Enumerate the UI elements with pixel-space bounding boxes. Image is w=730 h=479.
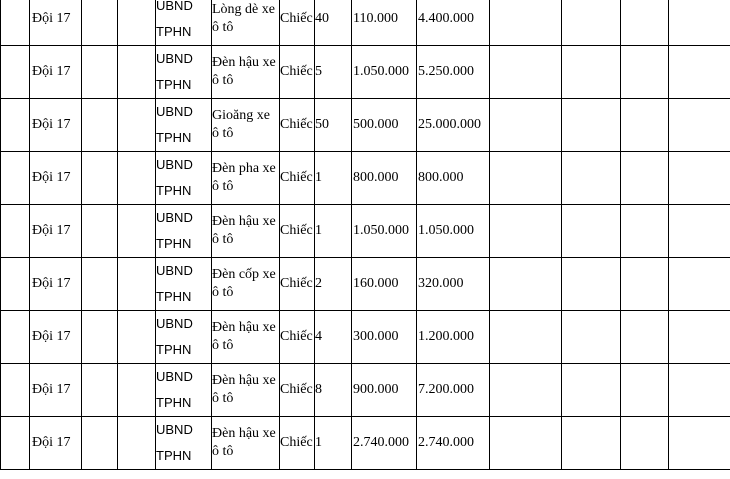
- organization-cell: [156, 0, 212, 46]
- stt-cell: [1, 311, 30, 364]
- blank-cell: [669, 205, 730, 258]
- blank-cell: [490, 99, 562, 152]
- unit-price-cell: 300.000: [352, 311, 417, 364]
- blank-cell: [562, 364, 621, 417]
- total-amount-cell: 5.250.000: [417, 46, 490, 99]
- blank-cell: [490, 417, 562, 470]
- table-row: [1, 417, 730, 470]
- blank-cell: [621, 0, 669, 46]
- table-row: [1, 311, 730, 364]
- stt-cell: [1, 152, 30, 205]
- unit-cell: Chiếc: [280, 311, 315, 364]
- blank-cell: [490, 46, 562, 99]
- blank-cell: [82, 0, 118, 46]
- blank-cell: [562, 46, 621, 99]
- unit-price-cell: 800.000: [352, 152, 417, 205]
- blank-cell: [669, 258, 730, 311]
- blank-cell: [118, 0, 156, 46]
- blank-cell: [118, 46, 156, 99]
- team-cell: Đội 17: [30, 364, 82, 417]
- table-row: [1, 46, 730, 99]
- blank-cell: [669, 417, 730, 470]
- blank-cell: [118, 311, 156, 364]
- stt-cell: [1, 205, 30, 258]
- blank-cell: [82, 417, 118, 470]
- total-amount-cell: 4.400.000: [417, 0, 490, 46]
- blank-cell: [118, 258, 156, 311]
- team-cell: Đội 17: [30, 99, 82, 152]
- organization-line2: TPHN: [156, 342, 192, 357]
- blank-cell: [490, 258, 562, 311]
- team-cell: Đội 17: [30, 311, 82, 364]
- blank-cell: [669, 0, 730, 46]
- blank-cell: [490, 364, 562, 417]
- organization-cell: [156, 364, 212, 417]
- organization-line2: TPHN: [156, 236, 192, 251]
- blank-cell: [118, 205, 156, 258]
- stt-cell: [1, 0, 30, 46]
- organization-line1: UBND: [156, 104, 193, 119]
- blank-cell: [118, 99, 156, 152]
- item-name-cell: Gioăng xe ô tô: [212, 99, 280, 152]
- table-row: [1, 0, 730, 46]
- organization-line1: UBND: [156, 316, 193, 331]
- organization-line2: TPHN: [156, 448, 192, 463]
- quantity-cell: 1: [315, 152, 352, 205]
- unit-cell: Chiếc: [280, 258, 315, 311]
- item-name-cell: Lòng dè xe ô tô: [212, 0, 280, 46]
- stt-cell: [1, 364, 30, 417]
- blank-cell: [669, 311, 730, 364]
- quantity-cell: 5: [315, 46, 352, 99]
- stt-cell: [1, 99, 30, 152]
- organization-line1: UBND: [156, 263, 193, 278]
- blank-cell: [490, 205, 562, 258]
- quantity-cell: 1: [315, 417, 352, 470]
- organization-line1: UBND: [156, 0, 193, 13]
- unit-cell: Chiếc: [280, 46, 315, 99]
- stt-cell: [1, 46, 30, 99]
- organization-line2: TPHN: [156, 130, 192, 145]
- blank-cell: [490, 311, 562, 364]
- blank-cell: [669, 152, 730, 205]
- organization-cell: [156, 417, 212, 470]
- blank-cell: [490, 152, 562, 205]
- organization-cell: [156, 311, 212, 364]
- total-amount-cell: 1.200.000: [417, 311, 490, 364]
- organization-line2: TPHN: [156, 183, 192, 198]
- organization-cell: [156, 152, 212, 205]
- total-amount-cell: 320.000: [417, 258, 490, 311]
- unit-cell: Chiếc: [280, 152, 315, 205]
- table-row: [1, 364, 730, 417]
- unit-price-cell: 110.000: [352, 0, 417, 46]
- table-row: [1, 205, 730, 258]
- blank-cell: [82, 258, 118, 311]
- quantity-cell: 2: [315, 258, 352, 311]
- blank-cell: [118, 152, 156, 205]
- unit-price-cell: 500.000: [352, 99, 417, 152]
- blank-cell: [562, 311, 621, 364]
- quantity-cell: 50: [315, 99, 352, 152]
- blank-cell: [562, 99, 621, 152]
- blank-cell: [118, 364, 156, 417]
- unit-cell: Chiếc: [280, 0, 315, 46]
- total-amount-cell: 2.740.000: [417, 417, 490, 470]
- table-row: [1, 152, 730, 205]
- organization-line1: UBND: [156, 51, 193, 66]
- blank-cell: [562, 258, 621, 311]
- quantity-cell: 1: [315, 205, 352, 258]
- unit-price-cell: 1.050.000: [352, 46, 417, 99]
- quantity-cell: 4: [315, 311, 352, 364]
- item-name-cell: Đèn cốp xe ô tô: [212, 258, 280, 311]
- organization-line2: TPHN: [156, 24, 192, 39]
- blank-cell: [669, 46, 730, 99]
- unit-cell: Chiếc: [280, 99, 315, 152]
- blank-cell: [621, 364, 669, 417]
- organization-line2: TPHN: [156, 289, 192, 304]
- organization-line2: TPHN: [156, 395, 192, 410]
- item-name-cell: Đèn hậu xe ô tô: [212, 46, 280, 99]
- total-amount-cell: 25.000.000: [417, 99, 490, 152]
- blank-cell: [82, 205, 118, 258]
- organization-line1: UBND: [156, 157, 193, 172]
- organization-line2: TPHN: [156, 77, 192, 92]
- item-name-cell: Đèn hậu xe ô tô: [212, 417, 280, 470]
- team-cell: Đội 17: [30, 0, 82, 46]
- item-name-cell: Đèn hậu xe ô tô: [212, 311, 280, 364]
- table-row: [1, 99, 730, 152]
- unit-price-cell: 160.000: [352, 258, 417, 311]
- table-body: [1, 0, 730, 470]
- blank-cell: [82, 364, 118, 417]
- organization-line1: UBND: [156, 369, 193, 384]
- blank-cell: [621, 46, 669, 99]
- total-amount-cell: 7.200.000: [417, 364, 490, 417]
- stt-cell: [1, 417, 30, 470]
- organization-line1: UBND: [156, 210, 193, 225]
- quantity-cell: 8: [315, 364, 352, 417]
- blank-cell: [562, 152, 621, 205]
- table-row: [1, 258, 730, 311]
- blank-cell: [621, 258, 669, 311]
- total-amount-cell: 1.050.000: [417, 205, 490, 258]
- item-name-cell: Đèn pha xe ô tô: [212, 152, 280, 205]
- item-name-cell: Đèn hậu xe ô tô: [212, 364, 280, 417]
- blank-cell: [669, 364, 730, 417]
- blank-cell: [669, 99, 730, 152]
- blank-cell: [621, 99, 669, 152]
- unit-cell: Chiếc: [280, 205, 315, 258]
- organization-cell: [156, 99, 212, 152]
- blank-cell: [490, 0, 562, 46]
- item-name-cell: Đèn hậu xe ô tô: [212, 205, 280, 258]
- unit-price-cell: 1.050.000: [352, 205, 417, 258]
- team-cell: Đội 17: [30, 152, 82, 205]
- stt-cell: [1, 258, 30, 311]
- blank-cell: [118, 417, 156, 470]
- organization-cell: [156, 205, 212, 258]
- blank-cell: [82, 152, 118, 205]
- team-cell: Đội 17: [30, 417, 82, 470]
- organization-cell: [156, 46, 212, 99]
- team-cell: Đội 17: [30, 46, 82, 99]
- unit-price-cell: 2.740.000: [352, 417, 417, 470]
- blank-cell: [621, 152, 669, 205]
- team-cell: Đội 17: [30, 205, 82, 258]
- unit-cell: Chiếc: [280, 364, 315, 417]
- blank-cell: [82, 99, 118, 152]
- unit-price-cell: 900.000: [352, 364, 417, 417]
- organization-line1: UBND: [156, 422, 193, 437]
- unit-cell: Chiếc: [280, 417, 315, 470]
- blank-cell: [621, 311, 669, 364]
- total-amount-cell: 800.000: [417, 152, 490, 205]
- organization-cell: [156, 258, 212, 311]
- blank-cell: [621, 417, 669, 470]
- team-cell: Đội 17: [30, 258, 82, 311]
- blank-cell: [562, 417, 621, 470]
- quantity-cell: 40: [315, 0, 352, 46]
- blank-cell: [562, 0, 621, 46]
- blank-cell: [82, 46, 118, 99]
- blank-cell: [82, 311, 118, 364]
- blank-cell: [621, 205, 669, 258]
- blank-cell: [562, 205, 621, 258]
